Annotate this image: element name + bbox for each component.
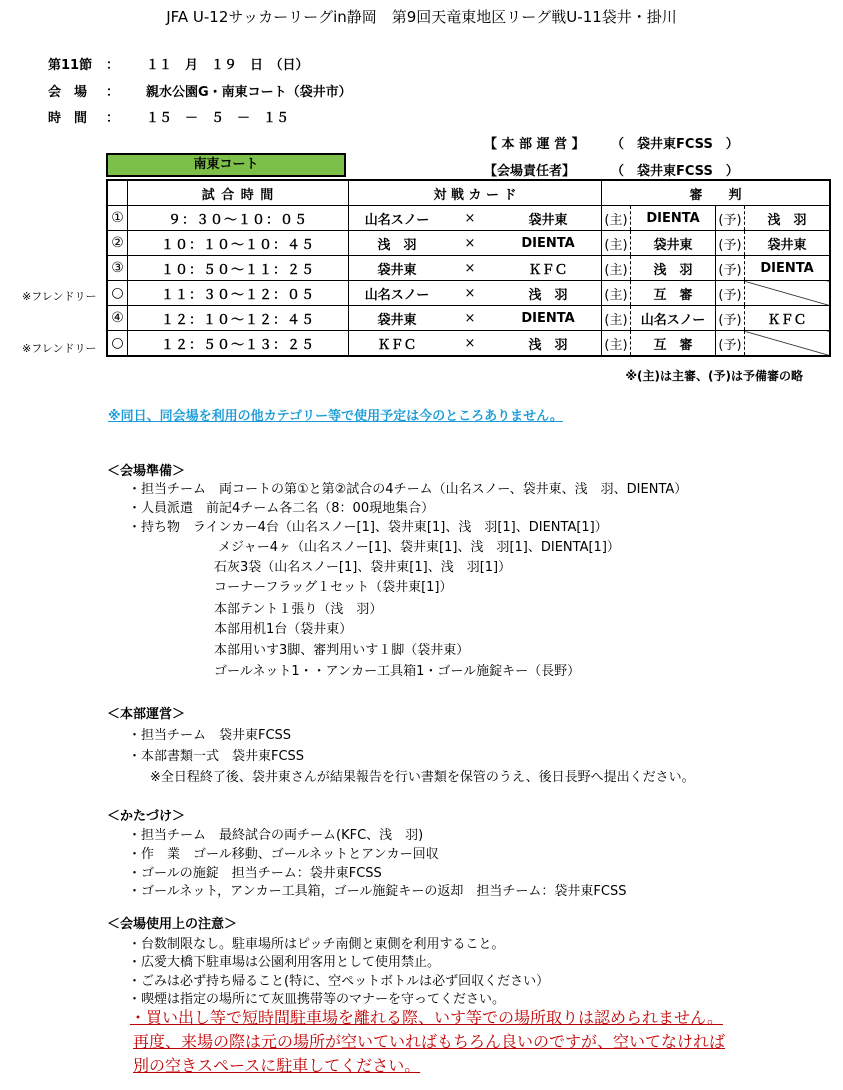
prep-line: 本部用いす3脚、審判用いす１脚（袋井東）: [214, 643, 470, 658]
round-row: [48, 54, 309, 73]
reserve-referee: ＫＦＣ: [745, 306, 831, 331]
team-a: 山名スノー: [364, 287, 430, 303]
prep-line: ・担当チーム 両コートの第①と第②試合の4チーム（山名スノー、袋井東、浅 羽、DIENTA）: [128, 482, 688, 497]
notes-line: ・広愛大橋下駐車場は公園利用客用として使用禁止。: [128, 955, 441, 970]
match-card: [349, 256, 602, 281]
venue-manager: [484, 160, 739, 179]
main-referee-tag: (主): [602, 231, 631, 256]
cleanup-line: ・作 業 ゴール移動、ゴールネットとアンカー回収: [128, 847, 439, 862]
notice-link[interactable]: ※同日、同会場を利用の他カテゴリー等で使用予定は今のところありません。: [108, 409, 563, 424]
match-number: ○: [107, 281, 128, 306]
match-number: ②: [107, 231, 128, 256]
match-time: １０：５０〜１１：２５: [128, 256, 349, 281]
team-a: 袋井東: [377, 262, 417, 278]
friendly-label: ※フレンドリー: [22, 290, 97, 303]
prep-line: 本部用机1台（袋井東）: [214, 622, 353, 637]
main-referee: DIENTA: [631, 206, 716, 231]
main-referee-tag: (主): [602, 281, 631, 306]
team-b: DIENTA: [521, 310, 575, 326]
schedule-header-row: [107, 180, 830, 206]
venue-row: [48, 81, 352, 100]
match-number: ③: [107, 256, 128, 281]
team-b: 浅 羽: [528, 337, 568, 353]
match-number: ①: [107, 206, 128, 231]
match-time: １０：１０〜１０：４５: [128, 231, 349, 256]
schedule-row: [107, 331, 830, 357]
friendly-label: ※フレンドリー: [22, 342, 97, 355]
venue-colon: ：: [106, 85, 120, 100]
team-b: 袋井東: [528, 212, 568, 228]
hq-line: ※全日程終了後、袋井東さんが結果報告を行い書類を保管のうえ、後日長野へ提出ください。: [150, 770, 695, 785]
versus-mark: ×: [464, 310, 476, 326]
hq-organizer: [484, 133, 739, 152]
team-b: ＫＦＣ: [528, 262, 568, 278]
prep-line: メジャー4ヶ（山名スノー[1]、袋井東[1]、浅 羽[1]、DIENTA[1]）: [218, 540, 620, 555]
notes-warning-line: 別の空きスペースに駐車してください。: [133, 1056, 421, 1075]
header-ref: 審 判: [602, 180, 831, 206]
main-referee: 浅 羽: [631, 256, 716, 281]
venue-value: 親水公園G・南東コート（袋井市）: [146, 85, 352, 100]
reserve-referee-tag: (予): [716, 281, 745, 306]
cleanup-line: ・ゴールネット，アンカー工具箱，ゴール施錠キーの返却 担当チーム：袋井東FCSS: [128, 884, 627, 899]
time-key: 時 間: [48, 111, 88, 126]
match-card: [349, 281, 602, 306]
versus-mark: ×: [464, 210, 476, 226]
court-name-box: 南東コート: [106, 153, 346, 177]
main-referee: 互 審: [631, 281, 716, 306]
match-number: ④: [107, 306, 128, 331]
team-b: 浅 羽: [528, 287, 568, 303]
prep-line: ・人員派遣 前記4チーム各二名（8：00現地集合）: [128, 501, 435, 516]
cleanup-title: ＜かたづけ＞: [107, 809, 186, 824]
main-referee: 山名スノー: [631, 306, 716, 331]
reserve-referee: 浅 羽: [745, 206, 831, 231]
hq-organizer-label: 【 本 部 運 営 】: [484, 137, 585, 152]
versus-mark: ×: [464, 335, 476, 351]
notes-warning-line: 再度、来場の際は元の場所が空いていればもちろん良いのですが、空いてなければ: [133, 1032, 726, 1051]
prep-line: 石灰3袋（山名スノー[1]、袋井東[1]、浅 羽[1]）: [214, 560, 512, 575]
hq-line: ・本部書類一式 袋井東FCSS: [128, 749, 305, 764]
time-colon: ：: [106, 111, 120, 126]
match-card: [349, 306, 602, 331]
team-b: DIENTA: [521, 235, 575, 251]
notes-title: ＜会場使用上の注意＞: [107, 917, 238, 932]
reserve-referee: [745, 281, 831, 306]
prep-title: ＜会場準備＞: [107, 464, 186, 479]
prep-line: ・持ち物 ラインカー4台（山名スノー[1]、袋井東[1]、浅 羽[1]、DIENTA[1]）: [128, 520, 608, 535]
schedule-row: [107, 256, 830, 281]
versus-mark: ×: [464, 235, 476, 251]
reserve-referee: DIENTA: [745, 256, 831, 281]
venue-manager-label: 【会場責任者】: [484, 164, 576, 179]
hq-organizer-value: （ 袋井東FCSS ）: [611, 137, 739, 152]
notes-line: ・喫煙は指定の場所にて灰皿携帯等のマナーを守ってください。: [128, 992, 506, 1007]
schedule-row: [107, 281, 830, 306]
match-time: １１：３０〜１２：０５: [128, 281, 349, 306]
round-key: 第11節: [48, 58, 93, 73]
main-referee-tag: (主): [602, 306, 631, 331]
hq-title: ＜本部運営＞: [107, 707, 186, 722]
match-card: [349, 331, 602, 357]
match-time: １２：１０〜１２：４５: [128, 306, 349, 331]
time-value: １５ － ５ － １５: [146, 111, 290, 126]
main-referee: 袋井東: [631, 231, 716, 256]
header-card: 対 戦 カ ー ド: [349, 180, 602, 206]
team-a: 浅 羽: [377, 237, 417, 253]
versus-mark: ×: [464, 260, 476, 276]
round-value: １１ 月 １９ 日 （日）: [146, 58, 309, 73]
team-a: 山名スノー: [364, 212, 430, 228]
cleanup-line: ・ゴールの施錠 担当チーム：袋井東FCSS: [128, 866, 382, 881]
header-time: 試 合 時 間: [128, 180, 349, 206]
schedule-row: [107, 306, 830, 331]
notes-warning-line: ・買い出し等で短時間駐車場を離れる際、いす等での場所取りは認められません。: [130, 1008, 723, 1027]
notes-line: ・台数制限なし。駐車場所はピッチ南側と東側を利用すること。: [128, 937, 505, 952]
main-referee-tag: (主): [602, 256, 631, 281]
reserve-referee-tag: (予): [716, 306, 745, 331]
venue-key: 会 場: [48, 85, 88, 100]
schedule-footnote: ※(主)は主審、(予)は予備審の略: [625, 369, 803, 383]
match-time: ９：３０〜１０：０５: [128, 206, 349, 231]
prep-line: コーナーフラッグ１セット（袋井東[1]）: [214, 580, 453, 595]
schedule-row: [107, 206, 830, 231]
match-number: ○: [107, 331, 128, 357]
time-row: [48, 107, 289, 126]
reserve-referee: [745, 331, 831, 357]
hq-line: ・担当チーム 袋井東FCSS: [128, 728, 292, 743]
venue-manager-value: （ 袋井東FCSS ）: [611, 164, 739, 179]
prep-line: 本部テント１張り（浅 羽）: [214, 602, 383, 617]
notes-line: ・ごみは必ず持ち帰ること(特に、空ペットボトルは必ず回収ください）: [128, 974, 550, 989]
header-no-cell: [107, 180, 128, 206]
round-colon: ：: [106, 58, 120, 73]
main-referee-tag: (主): [602, 331, 631, 357]
prep-line: ゴールネット1・・アンカー工具箱1・ゴール施錠キー（長野）: [214, 664, 581, 679]
schedule-row: [107, 231, 830, 256]
main-referee: 互 審: [631, 331, 716, 357]
cleanup-line: ・担当チーム 最終試合の両チーム(KFC、浅 羽): [128, 828, 424, 843]
versus-mark: ×: [464, 285, 476, 301]
reserve-referee-tag: (予): [716, 256, 745, 281]
reserve-referee-tag: (予): [716, 231, 745, 256]
match-card: [349, 231, 602, 256]
match-card: [349, 206, 602, 231]
team-a: ＫＦＣ: [377, 337, 417, 353]
schedule-table: [106, 179, 831, 357]
reserve-referee: 袋井東: [745, 231, 831, 256]
match-time: １２：５０〜１３：２５: [128, 331, 349, 357]
document-title: JFA U-12サッカーリーグin静岡 第9回天竜東地区リーグ戦U-11袋井・掛川: [166, 8, 677, 26]
main-referee-tag: (主): [602, 206, 631, 231]
reserve-referee-tag: (予): [716, 331, 745, 357]
team-a: 袋井東: [377, 312, 417, 328]
reserve-referee-tag: (予): [716, 206, 745, 231]
